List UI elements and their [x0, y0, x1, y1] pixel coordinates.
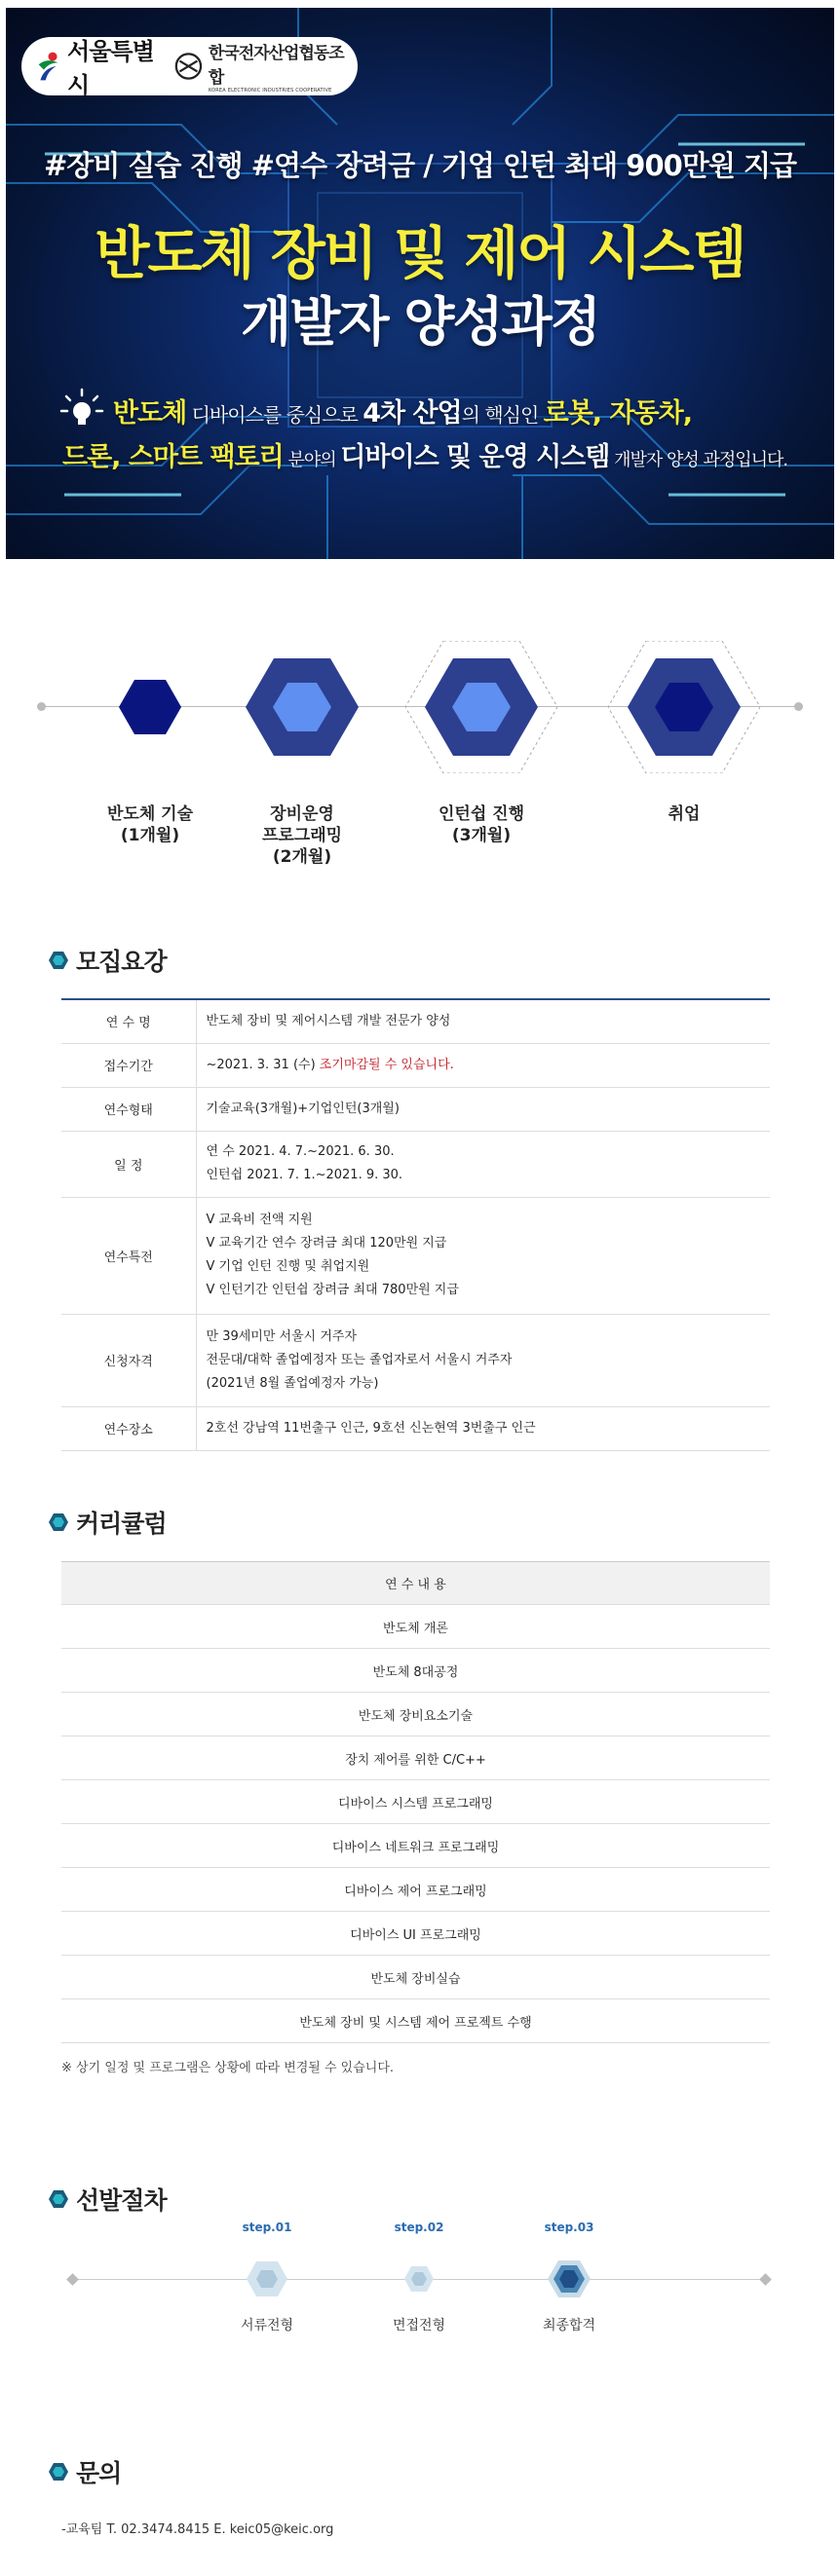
- row-line: V 교육기간 연수 장려금 최대 120만원 지급: [206, 1236, 447, 1251]
- row-line: 연 수 2021. 4. 7.~2021. 6. 30.: [206, 1144, 395, 1159]
- hexagon-icon: [405, 641, 557, 773]
- selection-steps: [68, 2221, 770, 2357]
- row-value-warning: 조기마감될 수 있습니다.: [319, 1057, 454, 1072]
- row-key: 연수형태: [61, 1087, 196, 1131]
- row-key: 접수기간: [61, 1043, 196, 1087]
- desc-part: 의 핵심인: [461, 403, 544, 427]
- track-dot: [37, 702, 46, 711]
- curriculum-row: 디바이스 시스템 프로그래밍: [61, 1780, 770, 1824]
- row-key: 연수장소: [61, 1406, 196, 1450]
- section-title-text: 문의: [76, 2459, 122, 2487]
- step-number: step.03: [544, 2221, 594, 2234]
- row-value: [196, 1131, 770, 1197]
- section-title-inquiry: [49, 2454, 121, 2489]
- keic-logo-subtext: KOREA ELECTRONIC INDUSTRIES COOPERATIVE: [208, 88, 332, 93]
- hexagon-icon: [247, 2261, 287, 2296]
- curriculum-row: 반도체 8대공정: [61, 1649, 770, 1693]
- curriculum-row: 반도체 장비 및 시스템 제어 프로젝트 수행: [61, 1999, 770, 2043]
- hexagon-bullet-icon: [49, 2189, 68, 2209]
- hexagon-icon: [119, 680, 181, 734]
- step-3: [511, 2221, 628, 2333]
- row-value: [196, 1043, 770, 1087]
- row-value: 2호선 강남역 11번출구 인근, 9호선 신논현역 3번출구 인근: [206, 1420, 536, 1436]
- desc-part: 4차 산업: [363, 398, 462, 429]
- track-dot: [794, 702, 803, 711]
- row-key: 일 정: [61, 1131, 196, 1197]
- stage-label: 취업: [668, 804, 701, 824]
- hashtags: #장비 실습 진행 #연수 장려금 / 기업 인턴 최대 900만원 지급: [44, 149, 796, 182]
- desc-part: 개발자 양성 과정입니다.: [609, 450, 788, 470]
- curriculum-row: 반도체 장비실습: [61, 1956, 770, 1999]
- hexagon-bullet-icon: [49, 951, 68, 970]
- row-value: [196, 1197, 770, 1314]
- contact-info: -교육팀 T. 02.3474.8415 E. keic05@keic.org: [61, 2522, 334, 2537]
- step-label: 최종합격: [542, 2318, 596, 2333]
- section-title-selection: [49, 2182, 167, 2217]
- table-row: [61, 1406, 770, 1450]
- row-line: V 기업 인턴 진행 및 취업지원: [206, 1259, 370, 1274]
- row-line: 만 39세미만 서울시 거주자: [206, 1328, 358, 1344]
- logo-bar: [21, 37, 358, 99]
- step-label: 서류전형: [240, 2318, 294, 2333]
- row-line: V 인턴기간 인턴쉽 장려금 최대 780만원 지급: [206, 1283, 459, 1297]
- page-subtitle: 개발자 양성과정: [241, 291, 599, 353]
- section-title-curriculum: [49, 1505, 167, 1540]
- desc-part: 반도체: [113, 398, 187, 429]
- seoul-logo-text: 서울특별시: [67, 38, 154, 99]
- banner-description: [62, 392, 822, 482]
- hero-banner: [6, 8, 834, 559]
- curriculum-note: ※ 상기 일정 및 프로그램은 상황에 따라 변경될 수 있습니다.: [61, 2061, 395, 2075]
- row-value: 기술교육(3개월)+기업인턴(3개월): [206, 1101, 400, 1116]
- desc-part: 분야의: [283, 450, 341, 470]
- stage-label: 인턴쉽 진행 (3개월): [438, 804, 525, 845]
- hexagon-icon: [404, 2266, 434, 2292]
- table-row: [61, 1131, 770, 1197]
- curriculum-row: 장치 제어를 위한 C/C++: [61, 1736, 770, 1780]
- hexagon-icon: [246, 658, 359, 756]
- table-row: [61, 1197, 770, 1314]
- step-number: step.01: [242, 2221, 292, 2234]
- desc-part: 디바이스 및 운영 시스템: [340, 442, 610, 472]
- row-value: [196, 1314, 770, 1406]
- section-title-text: 선발절차: [76, 2186, 167, 2215]
- step-label: 면접전형: [392, 2318, 446, 2333]
- seoul-logo-icon: [35, 49, 61, 84]
- stage-label: 장비운영 프로그래밍 (2개월): [261, 804, 343, 867]
- stage-label: 반도체 기술 (1개월): [106, 804, 194, 845]
- curriculum-header: 연 수 내 용: [61, 1561, 770, 1605]
- curriculum-row: 반도체 장비요소기술: [61, 1693, 770, 1736]
- curriculum-table: [61, 1561, 770, 2043]
- keic-logo-text: 한국전자산업협동조합: [208, 44, 344, 88]
- hexagon-icon: [548, 2260, 591, 2297]
- row-key: 신청자격: [61, 1314, 196, 1406]
- row-key: 연 수 명: [61, 999, 196, 1043]
- diamond-icon: [759, 2273, 772, 2286]
- step-number: step.02: [394, 2221, 444, 2234]
- section-title-text: 모집요강: [76, 948, 167, 976]
- course-track: [37, 633, 803, 867]
- section-title-recruit: [49, 943, 167, 978]
- curriculum-row: 디바이스 UI 프로그래밍: [61, 1912, 770, 1956]
- hexagon-bullet-icon: [49, 2462, 68, 2482]
- hexagon-bullet-icon: [49, 1512, 68, 1532]
- curriculum-row: 디바이스 네트워크 프로그래밍: [61, 1824, 770, 1868]
- diamond-icon: [66, 2273, 79, 2286]
- row-key: 연수특전: [61, 1197, 196, 1314]
- keic-logo-icon: [174, 51, 203, 82]
- row-value-text: ~2021. 3. 31 (수): [206, 1057, 316, 1072]
- table-row: [61, 1043, 770, 1087]
- desc-part: 디바이스를 중심으로: [186, 403, 363, 427]
- row-line: (2021년 8월 졸업예정자 가능): [206, 1375, 379, 1391]
- row-line: 인턴쉽 2021. 7. 1.~2021. 9. 30.: [206, 1168, 403, 1182]
- desc-part: 로봇, 자동차,: [543, 398, 692, 429]
- hexagon-icon: [608, 641, 760, 773]
- row-value: 반도체 장비 및 제어시스템 개발 전문가 양성: [206, 1013, 451, 1028]
- step-2: [361, 2221, 477, 2333]
- curriculum-row: 디바이스 제어 프로그래밍: [61, 1868, 770, 1912]
- table-row: [61, 999, 770, 1043]
- row-line: V 교육비 전액 지원: [206, 1213, 313, 1227]
- table-row: [61, 1087, 770, 1131]
- step-1: [209, 2221, 325, 2333]
- desc-part: 드론, 스마트 팩토리: [62, 442, 284, 472]
- section-title-text: 커리큘럼: [76, 1510, 167, 1538]
- page-title: 반도체 장비 및 제어 시스템: [95, 220, 745, 286]
- row-line: 전문대/대학 졸업예정자 또는 졸업자로서 서울시 거주자: [206, 1352, 513, 1367]
- recruit-table: [61, 998, 770, 1451]
- table-row: [61, 1314, 770, 1406]
- curriculum-row: 반도체 개론: [61, 1605, 770, 1649]
